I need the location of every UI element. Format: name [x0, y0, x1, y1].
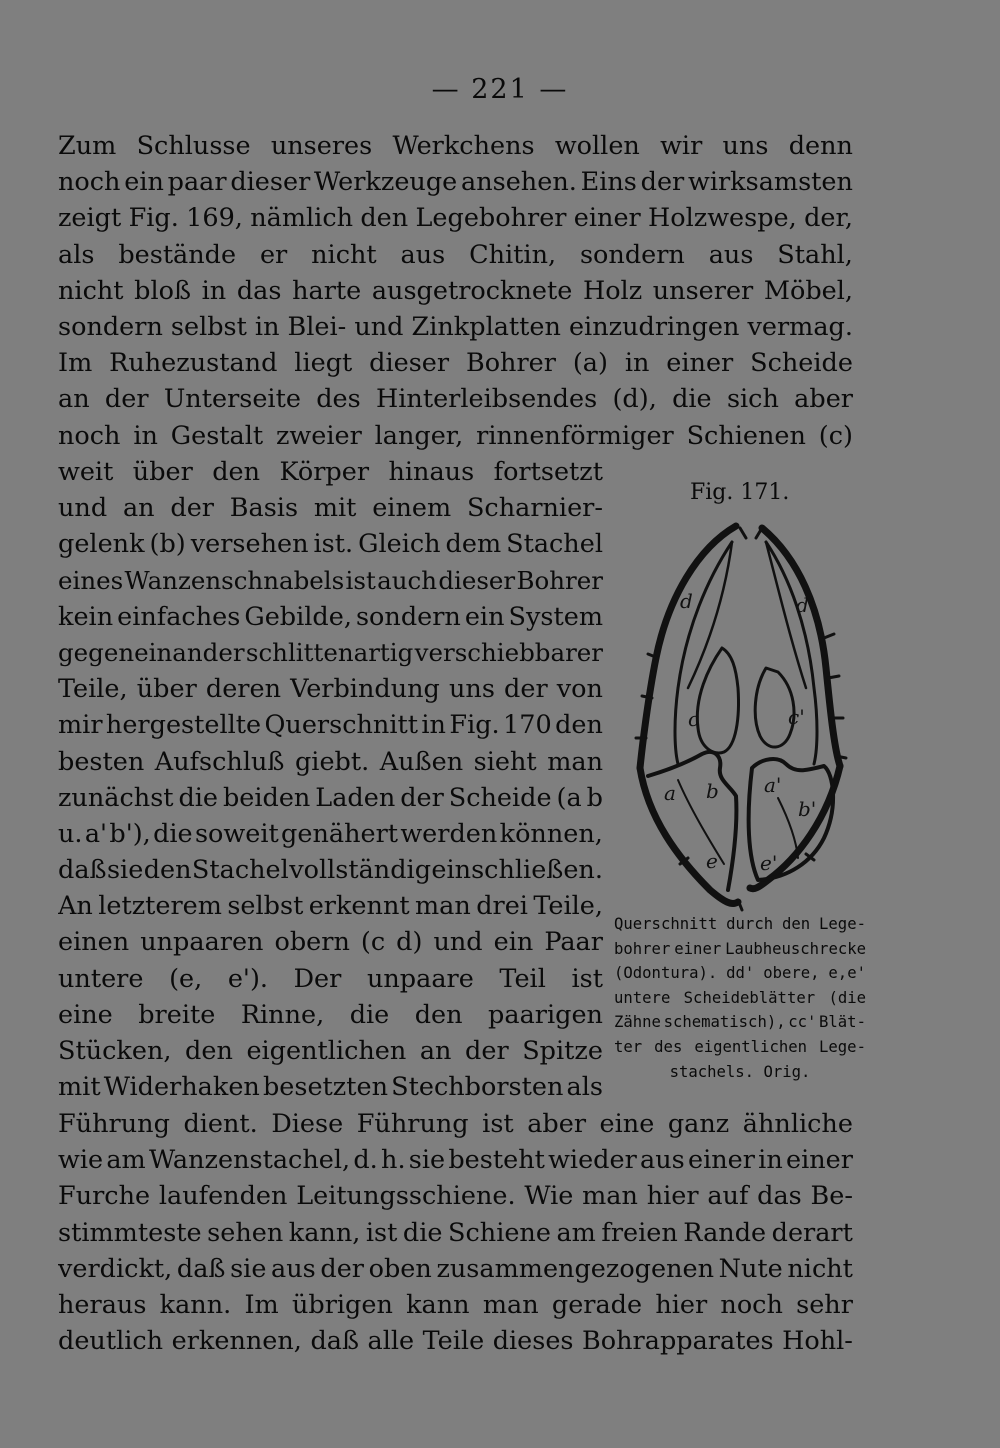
text-line: Im Ruhezustand liegt dieser Bohrer (a) in einer Scheide	[58, 348, 853, 379]
figure-caption	[614, 912, 866, 1084]
text-line: einen unpaaren obern (c d) und ein Paar	[58, 927, 603, 958]
text-line: eines Wanzenschnabels ist auch dieser Bohrer	[58, 565, 603, 595]
text-line: u. a' b'), die soweit genähert werden können,	[58, 818, 603, 849]
text-line: mir hergestellte Querschnitt in Fig. 170 den	[58, 710, 603, 741]
caption-line: untere Scheideblätter (die	[614, 988, 866, 1007]
text-line: und an der Basis mit einem Scharnier-	[58, 493, 603, 524]
text-line: noch in Gestalt zweier langer, rinnenförmiger Schienen (c)	[58, 420, 853, 451]
caption-line: Querschnitt durch den Lege-	[614, 915, 866, 933]
figure-label: Fig. 171.	[690, 480, 790, 505]
text-line: eine breite Rinne, die den paarigen	[58, 999, 603, 1030]
label-e: e	[706, 849, 718, 873]
label-a2: a'	[764, 773, 782, 797]
text-line: kein einfaches Gebilde, sondern ein System	[58, 601, 603, 632]
page-number: — 221 —	[431, 74, 569, 105]
text-line: daß sie den Stachel vollständig einschließen.	[58, 855, 603, 886]
text-line: gegeneinander schlittenartig verschiebbarer	[58, 637, 603, 667]
text-line: verdickt, daß sie aus der oben zusammengezogenen Nute nicht	[58, 1253, 853, 1284]
text-line: weit über den Körper hinaus fortsetzt	[58, 457, 603, 487]
label-c2: c'	[788, 705, 805, 729]
text-line: gelenk (b) versehen ist. Gleich dem Stachel	[58, 529, 603, 560]
label-a: a	[664, 781, 676, 805]
label-b2: b'	[798, 797, 817, 821]
label-c: c	[688, 707, 700, 731]
label-b: b	[706, 779, 719, 803]
caption-line: Zähne schematisch), cc' Blät-	[614, 1013, 866, 1032]
text-line: Stücken, den eigentlichen an der Spitze	[58, 1036, 603, 1066]
label-d: d	[680, 589, 693, 613]
text-line: als bestände er nicht aus Chitin, sondern aus Stahl,	[58, 239, 853, 270]
text-line: Furche laufenden Leitungsschiene. Wie man hier auf das Be-	[58, 1181, 853, 1212]
text-line: an der Unterseite des Hinterleibsendes (d), die sich aber	[58, 384, 853, 415]
left-bristle-c	[697, 648, 738, 753]
caption-line: stachels. Orig.	[669, 1062, 811, 1081]
text-line: An letzterem selbst erkennt man drei Teile,	[58, 891, 603, 922]
text-line: nicht bloß in das harte ausgetrocknete Holz unserer Möbel,	[58, 275, 853, 306]
text-line: zunächst die beiden Laden der Scheide (a b	[58, 782, 603, 813]
caption-line: bohrer einer Laubheuschrecke	[614, 939, 866, 958]
text-line: zeigt Fig. 169, nämlich den Legebohrer einer Holzwespe, der,	[58, 203, 853, 234]
text-line: Zum Schlusse unseres Werkchens wollen wir uns denn	[58, 131, 853, 161]
text-line: sondern selbst in Blei- und Zinkplatten einzudringen vermag.	[58, 311, 853, 342]
label-e2: e'	[760, 851, 778, 875]
text-line: Teile, über deren Verbindung uns der von	[58, 674, 603, 705]
paragraph-top	[58, 128, 853, 454]
text-line: heraus kann. Im übrigen kann man gerade hier noch sehr	[58, 1289, 853, 1320]
text-line: wie am Wanzenstachel, d. h. sie besteht wieder aus einer in einer	[58, 1145, 853, 1176]
paragraph-bottom	[58, 1106, 853, 1359]
text-line: untere (e, e'). Der unpaare Teil ist	[58, 963, 603, 994]
caption-line: (Odontura). dd' obere, e,e'	[614, 964, 866, 983]
cross-section-illustration	[628, 518, 860, 914]
text-line: stimmteste sehen kann, ist die Schiene am freien Rande derart	[58, 1217, 853, 1248]
text-line: noch ein paar dieser Werkzeuge ansehen. Eins der wirksamsten	[58, 167, 853, 198]
label-d2: d'	[796, 593, 815, 617]
right-sheath-outline	[762, 528, 840, 766]
text-line: Führung dient. Diese Führung ist aber eine ganz ähnliche	[58, 1109, 853, 1139]
left-lower-outline	[640, 768, 738, 904]
text-line: besten Aufschluß giebt. Außen sieht man	[58, 746, 603, 777]
figure-cross-section	[628, 518, 860, 914]
text-line: deutlich erkennen, daß alle Teile dieses Bohrapparates Hohl-	[58, 1326, 853, 1357]
caption-line: ter des eigentlichen Lege-	[614, 1037, 866, 1056]
paragraph-wrapped	[58, 454, 603, 1105]
text-line: mit Widerhaken besetzten Stechborsten als	[58, 1072, 603, 1103]
